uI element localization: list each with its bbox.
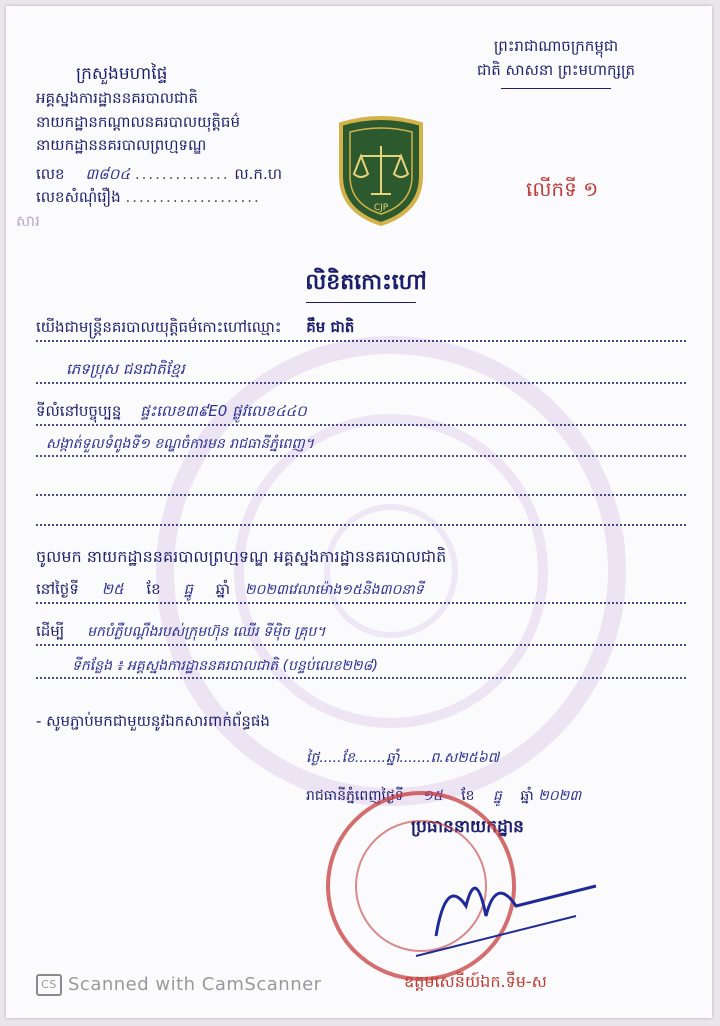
purpose-label: ដើម្បី <box>36 622 65 640</box>
city-month-label: ខែ <box>461 788 475 804</box>
motto-divider <box>501 88 611 89</box>
city-year-label: ឆ្នាំ <box>520 788 534 804</box>
faint-label: សារ <box>16 211 40 230</box>
purpose-value: មកបំភ្លឺបណ្តឹងរបស់ក្រុមហ៊ុន ឈើរ ទីម៉ិច គ្រុប។ <box>87 624 326 640</box>
date-day: ២៥ <box>101 580 124 598</box>
signer-name: ឧត្តមសេនីយ៍ឯក.ទឹម-ស <box>404 972 547 991</box>
ref-number: ៣៨០៤ <box>85 165 131 184</box>
judicial-police-logo <box>336 116 426 226</box>
blank-line-2 <box>36 506 686 526</box>
city-date-prefix: រាជធានីភ្នំពេញថ្ងៃទី <box>306 788 404 804</box>
address-value-1: ផ្ទះលេខ៣៩E0 ផ្លូវលេខ៤៤០ <box>140 402 307 420</box>
ref-prefix: លេខ <box>36 165 65 184</box>
issuer-header <box>16 61 356 233</box>
month-label: ខែ <box>146 580 161 598</box>
bring-documents: - សូមភ្ជាប់មកជាមួយនូវឯកសារពាក់ព័ន្ធផង <box>36 712 270 730</box>
case-label: លេខសំណុំរឿង <box>36 188 121 207</box>
kingdom-name: ព្រះរាជាណាចក្រកម្ពុជា <box>493 37 619 55</box>
ministry-name: ក្រសួងមហាផ្ទៃ <box>76 64 168 84</box>
report-to: ចូលមក នាយកដ្ឋាននគរបាលព្រហ្មទណ្ឌ អគ្គស្នងការដ្ឋាននគរបាលជាតិ <box>36 547 447 566</box>
city-day: ១៥ <box>422 788 443 804</box>
city-month: ធ្នូ <box>492 788 502 804</box>
nation-religion-king: ជាតិ សាសនា ព្រះមហាក្សត្រ <box>476 61 636 79</box>
kingdom-motto <box>426 34 686 89</box>
criminal-department: នាយកដ្ឋាននគរបាលព្រហ្មទណ្ឌ <box>36 135 207 154</box>
case-number-line: លេខសំណុំរឿង .................... <box>36 188 261 207</box>
summoned-label: យើងជាមន្ត្រីនគរបាលយុត្តិធម៌កោះហៅឈ្មោះ <box>36 318 282 336</box>
general-commissariat: អគ្គស្នងការដ្ឋាននគរបាលជាតិ <box>36 89 198 108</box>
signature <box>406 846 606 966</box>
date-year-time: ២០២៣វេលាម៉ោង១៥និង៣០នាទី <box>244 582 424 598</box>
blank-line-1 <box>36 476 686 496</box>
scanner-text: Scanned with CamScanner <box>68 974 322 995</box>
summoned-line <box>36 318 686 342</box>
central-department: នាយកដ្ឋានកណ្តាលនគរបាលយុត្តិធម៌ <box>36 112 240 131</box>
scanner-watermark <box>36 974 322 996</box>
title-underline <box>306 302 416 303</box>
purpose-line <box>36 622 686 646</box>
address-line <box>36 402 686 426</box>
camscanner-icon: CS <box>36 974 62 996</box>
ref-suffix: ល.ក.ហ <box>234 165 282 184</box>
date-label: នៅថ្ងៃទី <box>36 580 79 598</box>
logo-bottom-text: CJP <box>373 203 389 213</box>
lunar-date: ថ្ងៃ.....ខែ.......ឆ្នាំ.......ព.ស២៥៦៧ <box>306 750 500 766</box>
city-year: ២០២៣ <box>538 788 582 804</box>
date-month: ធ្នូ <box>183 580 194 598</box>
date-time-line <box>36 580 686 604</box>
reference-number-line: លេខ ៣៨០៤ .............. ល.ក.ហ <box>36 165 282 184</box>
document-title: លិខិតកោះហៅ <box>305 270 427 295</box>
summoned-name: គឹម ជាតិ <box>306 318 355 336</box>
summons-count: លើកទី ១ <box>526 177 599 201</box>
year-label: ឆ្នាំ <box>215 580 231 598</box>
sex-nationality: ភេទប្រុស ជនជាតិខ្មែរ <box>36 360 686 384</box>
summons-document <box>6 6 712 1018</box>
address-label: ទីលំនៅបច្ចុប្បន្ន <box>36 402 122 420</box>
place-value: ទីកន្លែង ៖ អគ្គស្នងការដ្ឋាននគរបាលជាតិ (បន្ទប់លេខ២២៨) <box>36 656 686 679</box>
address-value-2: សង្កាត់ទួលទំពូងទី១ ខណ្ឌចំការមន រាជធានីភ្នំពេញ។ <box>36 434 686 457</box>
signer-title: ប្រធាននាយកដ្ឋាន <box>411 817 524 837</box>
